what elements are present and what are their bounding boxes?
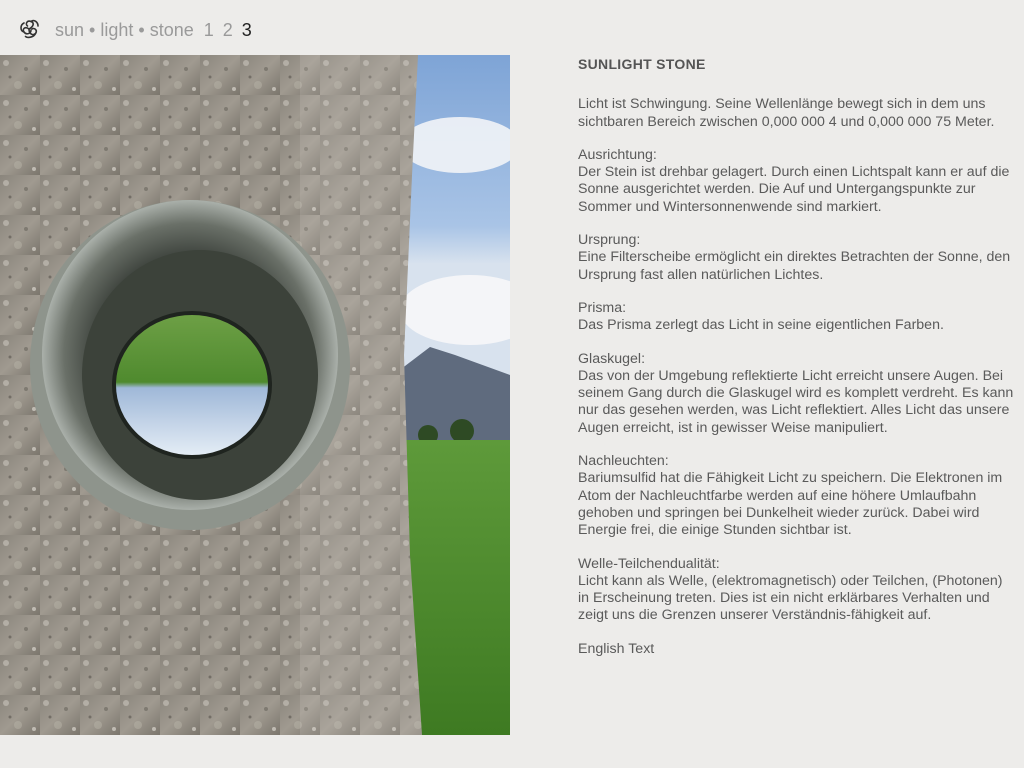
section-heading: Prisma: bbox=[578, 299, 627, 316]
breadcrumb bbox=[55, 19, 252, 41]
article bbox=[578, 56, 1014, 658]
section-body: Eine Filterscheibe ermöglicht ein direktes Betrachten der Sonne, den Ursprung fast allen natürlichen Lichtes. bbox=[578, 249, 1011, 283]
section-body: Licht kann als Welle, (elektromagnetisch) oder Teilchen, (Photonen) in Erscheinung treten. Dies ist ein nicht erklärbares Verhalten und zeigt uns die Grenzen unserer Verständnis-fähigkeit auf. bbox=[578, 572, 1003, 624]
section-ursprung bbox=[578, 232, 1014, 284]
section-glaskugel bbox=[578, 351, 1014, 437]
page-link-3-active[interactable]: 3 bbox=[241, 20, 252, 40]
intro-paragraph: Licht ist Schwingung. Seine Wellenlänge bewegt sich in dem uns sichtbaren Bereich zwischen 0,000 000 4 und 0,000 000 75 Meter. bbox=[578, 96, 995, 130]
section-heading: Welle-Teilchendualität: bbox=[578, 555, 720, 572]
breadcrumb-stone[interactable]: stone bbox=[149, 20, 194, 40]
section-heading: Ursprung: bbox=[578, 232, 641, 249]
triskele-icon[interactable] bbox=[17, 17, 41, 41]
breadcrumb-light[interactable]: light bbox=[100, 20, 134, 40]
section-body: Bariumsulfid hat die Fähigkeit Licht zu speichern. Die Elektronen im Atom der Nachleuchtfarbe werden auf eine höhere Umlaufbahn gehoben und springen bei Dunkelheit wieder zurück. Dabei wird Energie frei, die einige Stunden sichtbar ist. bbox=[578, 470, 1003, 539]
breadcrumb-sun[interactable]: sun bbox=[55, 20, 85, 40]
top-bar bbox=[0, 0, 1024, 55]
section-body: Der Stein ist drehbar gelagert. Durch einen Lichtspalt kann er auf die Sonne ausgerichtet werden. Die Auf und Untergangspunkte zur Sommer und Wintersonnenwende sind markiert. bbox=[578, 164, 1010, 215]
section-nachleuchten bbox=[578, 453, 1014, 539]
section-heading: Ausrichtung: bbox=[578, 146, 657, 163]
section-heading: Glaskugel: bbox=[578, 350, 646, 367]
page-link-2[interactable]: 2 bbox=[222, 20, 233, 40]
section-body: Das Prisma zerlegt das Licht in seine eigentlichen Farben. bbox=[578, 317, 944, 334]
section-body: Das von der Umgebung reflektierte Licht erreicht unsere Augen. Bei seinem Gang durch die Glaskugel wird es komplett verdreht. Es kann nur das gesehen werden, was Licht reflektiert. Alles Licht das unsere Augen erreicht, ist in gewisser Weise manipuliert. bbox=[578, 367, 1014, 436]
section-ausrichtung bbox=[578, 147, 1014, 216]
section-heading: Nachleuchten: bbox=[578, 453, 669, 470]
breadcrumb-separator: • bbox=[138, 20, 145, 40]
sunlight-stone-photo bbox=[0, 55, 510, 735]
section-welle-teilchendualitaet bbox=[578, 556, 1014, 625]
article-title: SUNLIGHT STONE bbox=[578, 56, 706, 72]
breadcrumb-separator: • bbox=[89, 20, 96, 40]
page-link-1[interactable]: 1 bbox=[203, 20, 214, 40]
section-prisma bbox=[578, 300, 1014, 335]
english-text-link[interactable]: English Text bbox=[578, 640, 655, 657]
